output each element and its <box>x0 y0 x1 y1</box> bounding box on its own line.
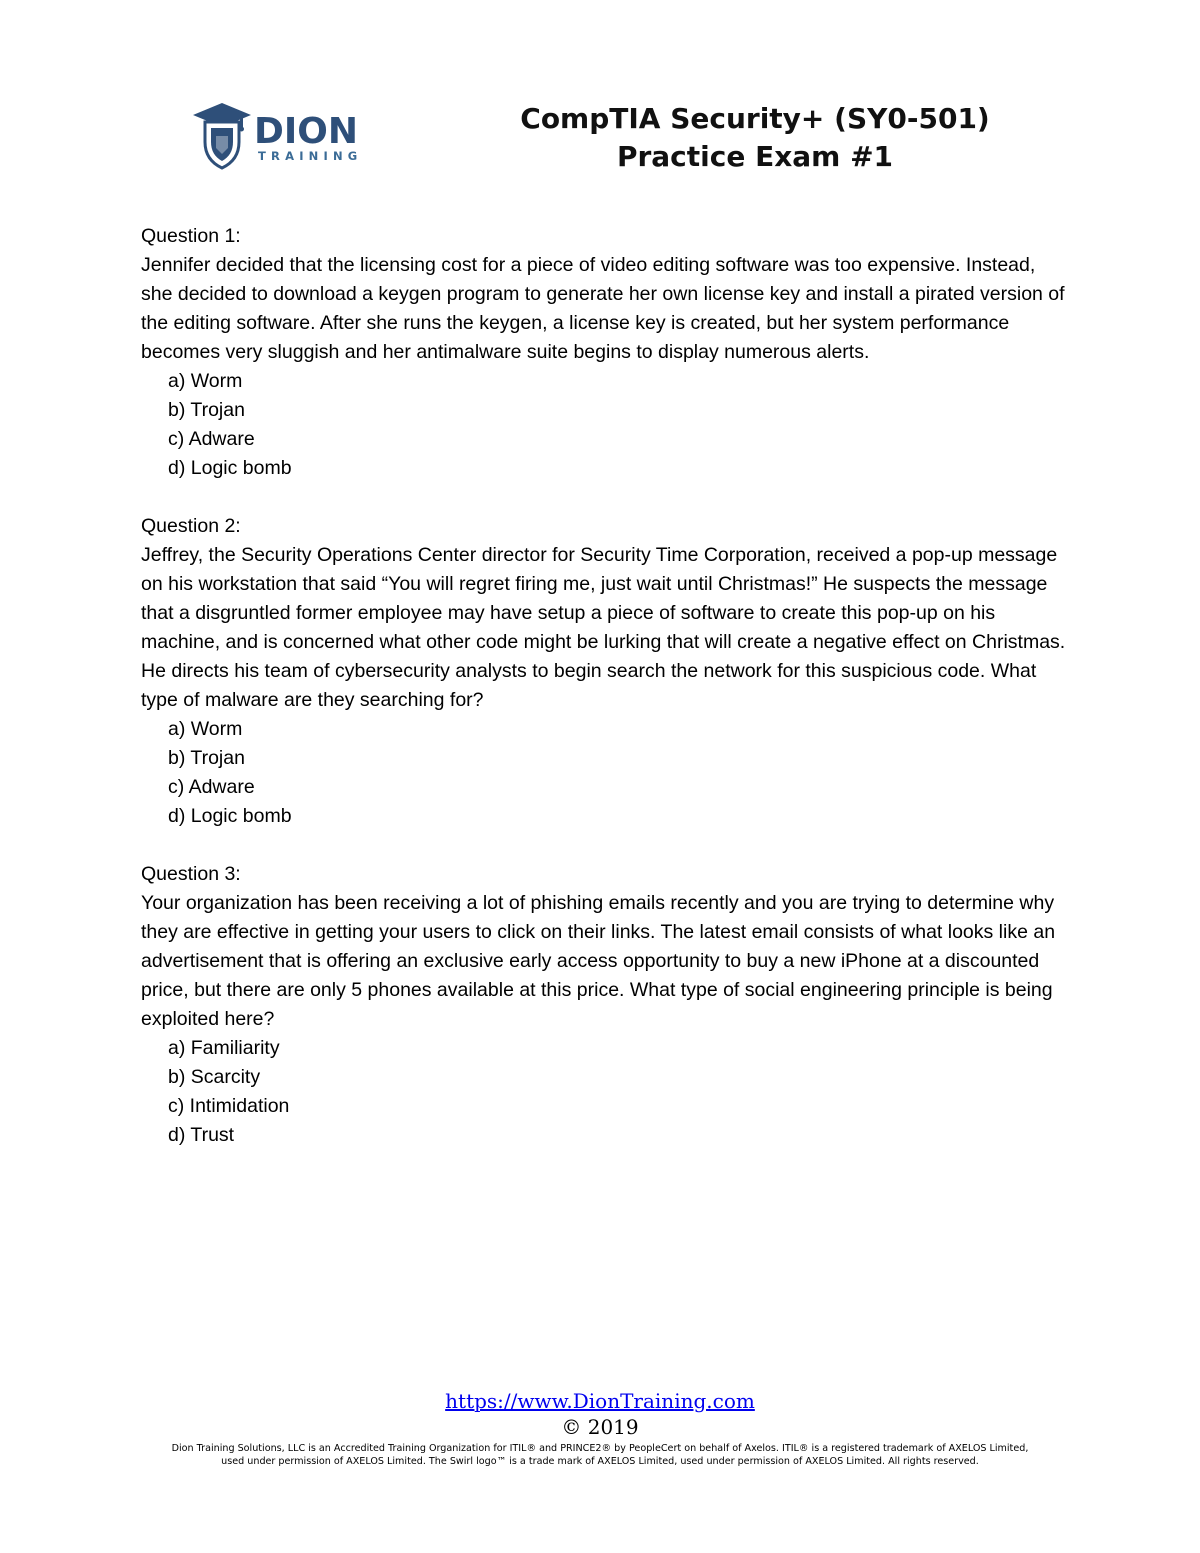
answer-option: a) Worm <box>168 718 243 740</box>
logo-wordmark: DION <box>254 111 359 152</box>
question-list <box>141 222 1071 1179</box>
website-link[interactable]: https://www.DionTraining.com <box>445 1389 755 1413</box>
question-1 <box>141 222 1071 483</box>
answer-option: b) Trojan <box>168 399 245 421</box>
dion-training-logo <box>190 100 390 170</box>
question-label: Question 2: <box>141 515 241 537</box>
answer-option: b) Scarcity <box>168 1066 261 1088</box>
logo-subtitle: TRAINING <box>258 149 363 163</box>
answer-option: c) Intimidation <box>168 1095 290 1117</box>
title-line-2: Practice Exam #1 <box>616 140 894 173</box>
copyright-text: © 2019 <box>561 1415 639 1439</box>
question-text: Your organization has been receiving a lot of phishing emails recently and you are trying to determine why they are effective in getting your users to click on their links. The latest email consists of what looks like an advertisement that is offering an exclusive early access opportunity to buy a new iPhone at a discounted price, but there are only 5 phones available at this price. What type of social engineering principle is being exploited here? <box>141 892 1056 1030</box>
question-text: Jeffrey, the Security Operations Center director for Security Time Corporation, received a pop-up message on his workstation that said “You will regret firing me, just wait until Christmas!” He suspects the message that a disgruntled former employee may have setup a piece of software to create this pop-up on his machine, and is concerned what other code might be lurking that will create a negative effect on Christmas. He directs his team of cybersecurity analysts to begin search the network for this suspicious code. What type of malware are they searching for? <box>141 544 1066 711</box>
answer-options <box>141 367 1071 483</box>
answer-option: c) Adware <box>168 776 255 798</box>
answer-option: c) Adware <box>168 428 255 450</box>
question-label: Question 3: <box>141 863 241 885</box>
answer-option: b) Trojan <box>168 747 245 769</box>
question-2 <box>141 512 1071 831</box>
page-footer <box>150 1388 1050 1468</box>
answer-option: a) Worm <box>168 370 243 392</box>
shield-graduation-cap-icon <box>190 100 390 170</box>
title-line-1: CompTIA Security+ (SY0-501) <box>520 102 990 135</box>
question-text: Jennifer decided that the licensing cost for a piece of video editing software was too expensive. Instead, she decided to download a keygen program to generate her own license key and install a pirated version of the editing software. After she runs the keygen, a license key is created, but her system performance becomes very sluggish and her antimalware suite begins to display numerous alerts. <box>141 254 1065 363</box>
answer-option: a) Familiarity <box>168 1037 280 1059</box>
question-3 <box>141 860 1071 1150</box>
page-title <box>400 100 1110 176</box>
answer-option: d) Trust <box>168 1124 235 1146</box>
answer-options <box>141 715 1071 831</box>
question-label: Question 1: <box>141 225 241 247</box>
answer-option: d) Logic bomb <box>168 805 292 827</box>
answer-option: d) Logic bomb <box>168 457 292 479</box>
answer-options <box>141 1034 1071 1150</box>
legal-notice: Dion Training Solutions, LLC is an Accredited Training Organization for ITIL® and PRINCE2® by PeopleCert on behalf of Axelos. ITIL® is a registered trademark of AXELOS Limited, used under permission of AXELOS Limited. The Swirl logo™ is a trade mark of AXELOS Limited, used under permission of AXELOS Limited. All rights reserved. <box>171 1443 1029 1467</box>
